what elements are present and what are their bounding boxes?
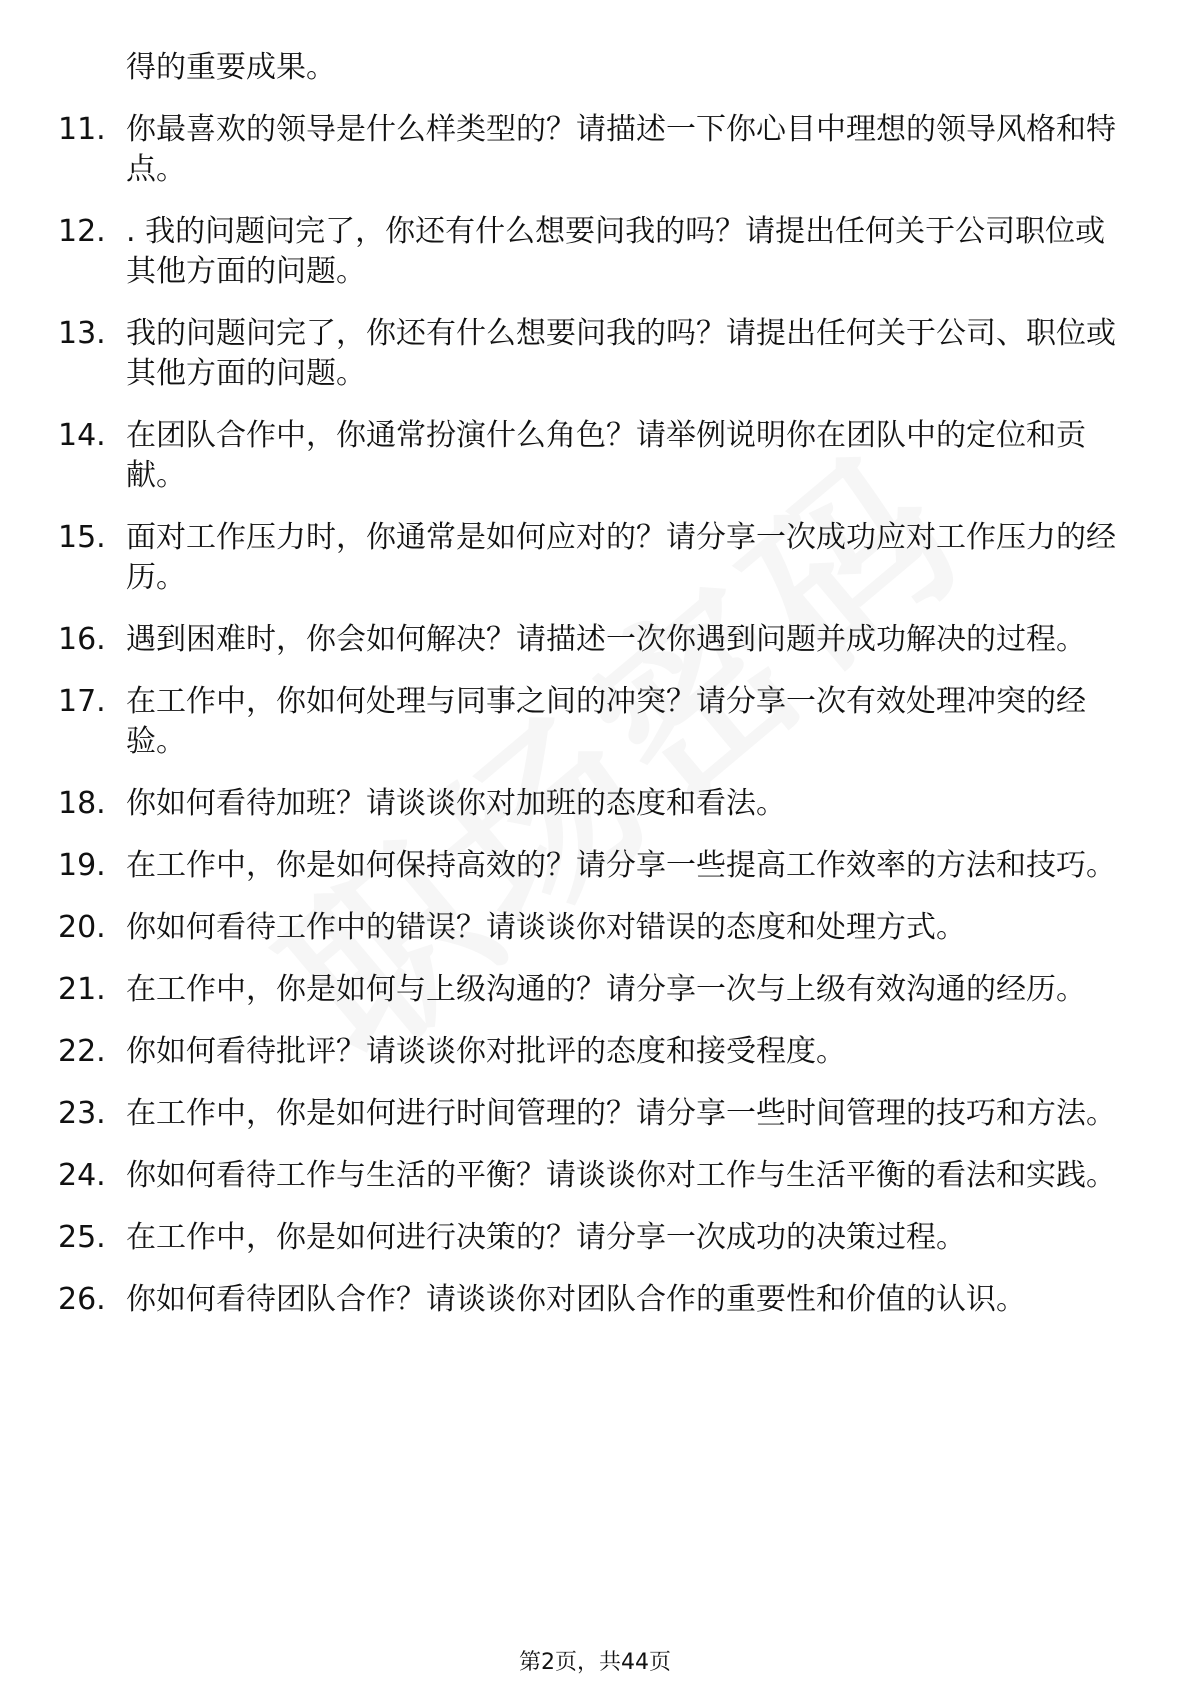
item-number: 19.	[58, 848, 106, 883]
list-item	[0, 1156, 1190, 1196]
item-number: 18.	[58, 786, 106, 821]
item-text: 遇到困难时，你会如何解决？请描述一次你遇到问题并成功解决的过程。	[126, 622, 1086, 657]
list-item	[0, 416, 1190, 496]
item-number: 21.	[58, 972, 106, 1007]
list-item	[0, 846, 1190, 886]
list-item	[0, 970, 1190, 1010]
item-text: 在工作中，你是如何进行时间管理的？请分享一些时间管理的技巧和方法。	[126, 1096, 1116, 1131]
list-item	[0, 518, 1190, 598]
page-number-footer: 第2页，共44页	[519, 1650, 671, 1675]
list-item	[0, 620, 1190, 660]
item-number: 12.	[58, 214, 106, 249]
continuation-text: 得的重要成果。	[126, 50, 336, 85]
item-text: 你如何看待工作与生活的平衡？请谈谈你对工作与生活平衡的看法和实践。	[126, 1158, 1116, 1193]
item-text: 在工作中，你如何处理与同事之间的冲突？请分享一次有效处理冲突的经验。	[126, 684, 1086, 759]
item-number: 25.	[58, 1220, 106, 1255]
list-item	[0, 1280, 1190, 1320]
item-number: 14.	[58, 418, 106, 453]
item-number: 13.	[58, 316, 106, 351]
item-number: 16.	[58, 622, 106, 657]
item-number: 20.	[58, 910, 106, 945]
item-text: 在工作中，你是如何与上级沟通的？请分享一次与上级有效沟通的经历。	[126, 972, 1086, 1007]
item-text: 我的问题问完了，你还有什么想要问我的吗？请提出任何关于公司、职位或其他方面的问题。	[126, 316, 1116, 391]
item-number: 24.	[58, 1158, 106, 1193]
item-text: 在团队合作中，你通常扮演什么角色？请举例说明你在团队中的定位和贡献。	[126, 418, 1086, 493]
list-item	[0, 110, 1190, 190]
item-text: . 我的问题问完了，你还有什么想要问我的吗？请提出任何关于公司职位或其他方面的问题。	[126, 214, 1106, 289]
item-text: 你如何看待批评？请谈谈你对批评的态度和接受程度。	[126, 1034, 846, 1069]
item-number: 26.	[58, 1282, 106, 1317]
list-item	[0, 1218, 1190, 1258]
list-item	[0, 314, 1190, 394]
list-item	[0, 682, 1190, 762]
item-number: 23.	[58, 1096, 106, 1131]
list-item	[0, 1032, 1190, 1072]
item-number: 22.	[58, 1034, 106, 1069]
list-item	[0, 1094, 1190, 1134]
item-text: 面对工作压力时，你通常是如何应对的？请分享一次成功应对工作压力的经历。	[126, 520, 1116, 595]
item-text: 你最喜欢的领导是什么样类型的？请描述一下你心目中理想的领导风格和特点。	[126, 112, 1116, 187]
list-item	[0, 908, 1190, 948]
question-list	[0, 48, 1190, 1342]
list-item	[0, 784, 1190, 824]
item-text: 你如何看待团队合作？请谈谈你对团队合作的重要性和价值的认识。	[126, 1282, 1026, 1317]
item-text: 你如何看待加班？请谈谈你对加班的态度和看法。	[126, 786, 786, 821]
list-item	[0, 212, 1190, 292]
item-number: 17.	[58, 684, 106, 719]
item-text: 在工作中，你是如何进行决策的？请分享一次成功的决策过程。	[126, 1220, 966, 1255]
item-number: 15.	[58, 520, 106, 555]
item-text: 在工作中，你是如何保持高效的？请分享一些提高工作效率的方法和技巧。	[126, 848, 1116, 883]
item-number: 11.	[58, 112, 106, 147]
item-text: 你如何看待工作中的错误？请谈谈你对错误的态度和处理方式。	[126, 910, 966, 945]
